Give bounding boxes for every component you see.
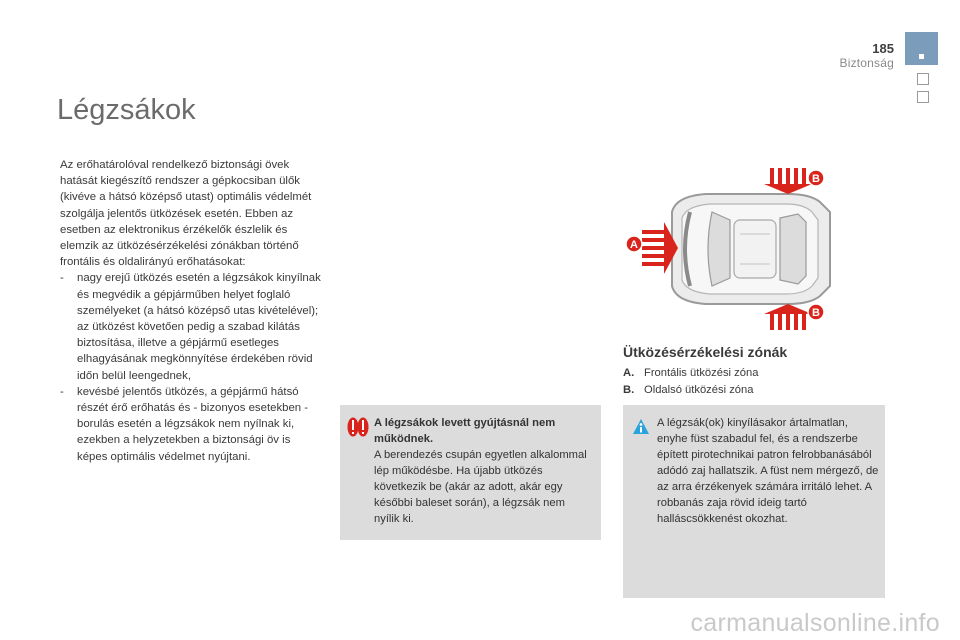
page-number: 185 — [872, 41, 894, 56]
zone-label-a-text: A — [630, 239, 638, 251]
zone-label-b-bottom-text: B — [812, 307, 820, 319]
zone-legend-item — [623, 384, 753, 396]
section-title: Biztonság — [839, 56, 894, 70]
warning-icon — [347, 417, 369, 437]
zone-label-b-top-text: B — [812, 173, 820, 185]
page-title: Légzsákok — [57, 94, 196, 126]
zone-key: B. — [623, 384, 635, 396]
zones-heading: Ütközésérzékelési zónák — [623, 344, 788, 360]
warning-body: A berendezés csupán egyetlen alkalommal lép működésbe. Ha újabb ütközés következik be (akár az adott, akár egy későbbi baleset során), a légzsák nem nyílik ki. — [374, 449, 587, 525]
intro-paragraph: Az erőhatárolóval rendelkező biztonsági övek hatását kiegészítő rendszer a gépkocsiban ülők (kivéve a hátsó középső utast) optimális védelmét szolgálja jelentős ütközések esetén. Ebben az esetben az elektronikus érzékelők észlelik és elemzik az ütközésérzékelési zónákban történő frontális és oldalirányú erőhatásokat: — [60, 159, 312, 269]
body-text — [60, 157, 322, 465]
zone-legend-item — [623, 367, 758, 379]
zone-label-b-bottom — [808, 304, 824, 320]
bullet-text: kevésbé jelentős ütközés, a gépjármű hátsó részét érő erőhatás és - bizonyos esetekben - borulás esetén a légzsákok nem nyílnak ki, ezekben a helyzetekben a biztonsági öv is képes optimális védelmet nyújtani. — [77, 385, 309, 463]
bullet-dash: - — [60, 385, 64, 398]
info-box — [623, 405, 885, 598]
zone-label: Frontális ütközési zóna — [644, 367, 759, 379]
zone-label-a — [626, 236, 642, 252]
bullet-text: nagy erejű ütközés esetén a légzsákok kinyílnak és megvédik a gépjárműben helyet foglaló személyeket (a hátsó középső utas kivételével); az ütközést követően pedig a szabad kilátás biztosítása, illetve a gépjármű esetleges elhagyásának megkönnyítése érdekében rövid időn belül leengednek, — [77, 272, 321, 382]
chapter-tab-empty-1 — [917, 73, 929, 85]
bullet-item — [60, 384, 322, 465]
warning-box — [340, 405, 601, 540]
bullet-dash: - — [60, 272, 64, 285]
warning-text — [374, 415, 589, 527]
info-icon — [632, 418, 650, 436]
car-top-view — [672, 194, 830, 304]
zone-key: A. — [623, 367, 635, 379]
zone-label-b-top — [808, 170, 824, 186]
watermark: carmanualsonline.info — [690, 609, 940, 637]
chapter-tab — [905, 32, 938, 65]
side-impact-arrows-top — [764, 168, 812, 194]
info-text: A légzsák(ok) kinyílásakor ártalmatlan, enyhe füst szabadul fel, és a rendszerbe épített pirotechnikai patron felrobbanásából adódó zaj hallatszik. A füst nem mérgező, de az arra érzékenyek számára irritáló lehet. A robbanás zaja rövid ideig tartó halláscsökkenést okozhat. — [657, 417, 879, 525]
zone-label: Oldalsó ütközési zóna — [644, 384, 754, 396]
bullet-item — [60, 270, 322, 383]
chapter-tab-empty-2 — [917, 91, 929, 103]
airbag-zone-diagram — [620, 162, 835, 332]
side-impact-arrows-bottom — [764, 304, 812, 330]
warning-title: A légzsákok levett gyújtásnál nem működnek. — [374, 417, 556, 445]
tab-dot — [919, 54, 924, 59]
